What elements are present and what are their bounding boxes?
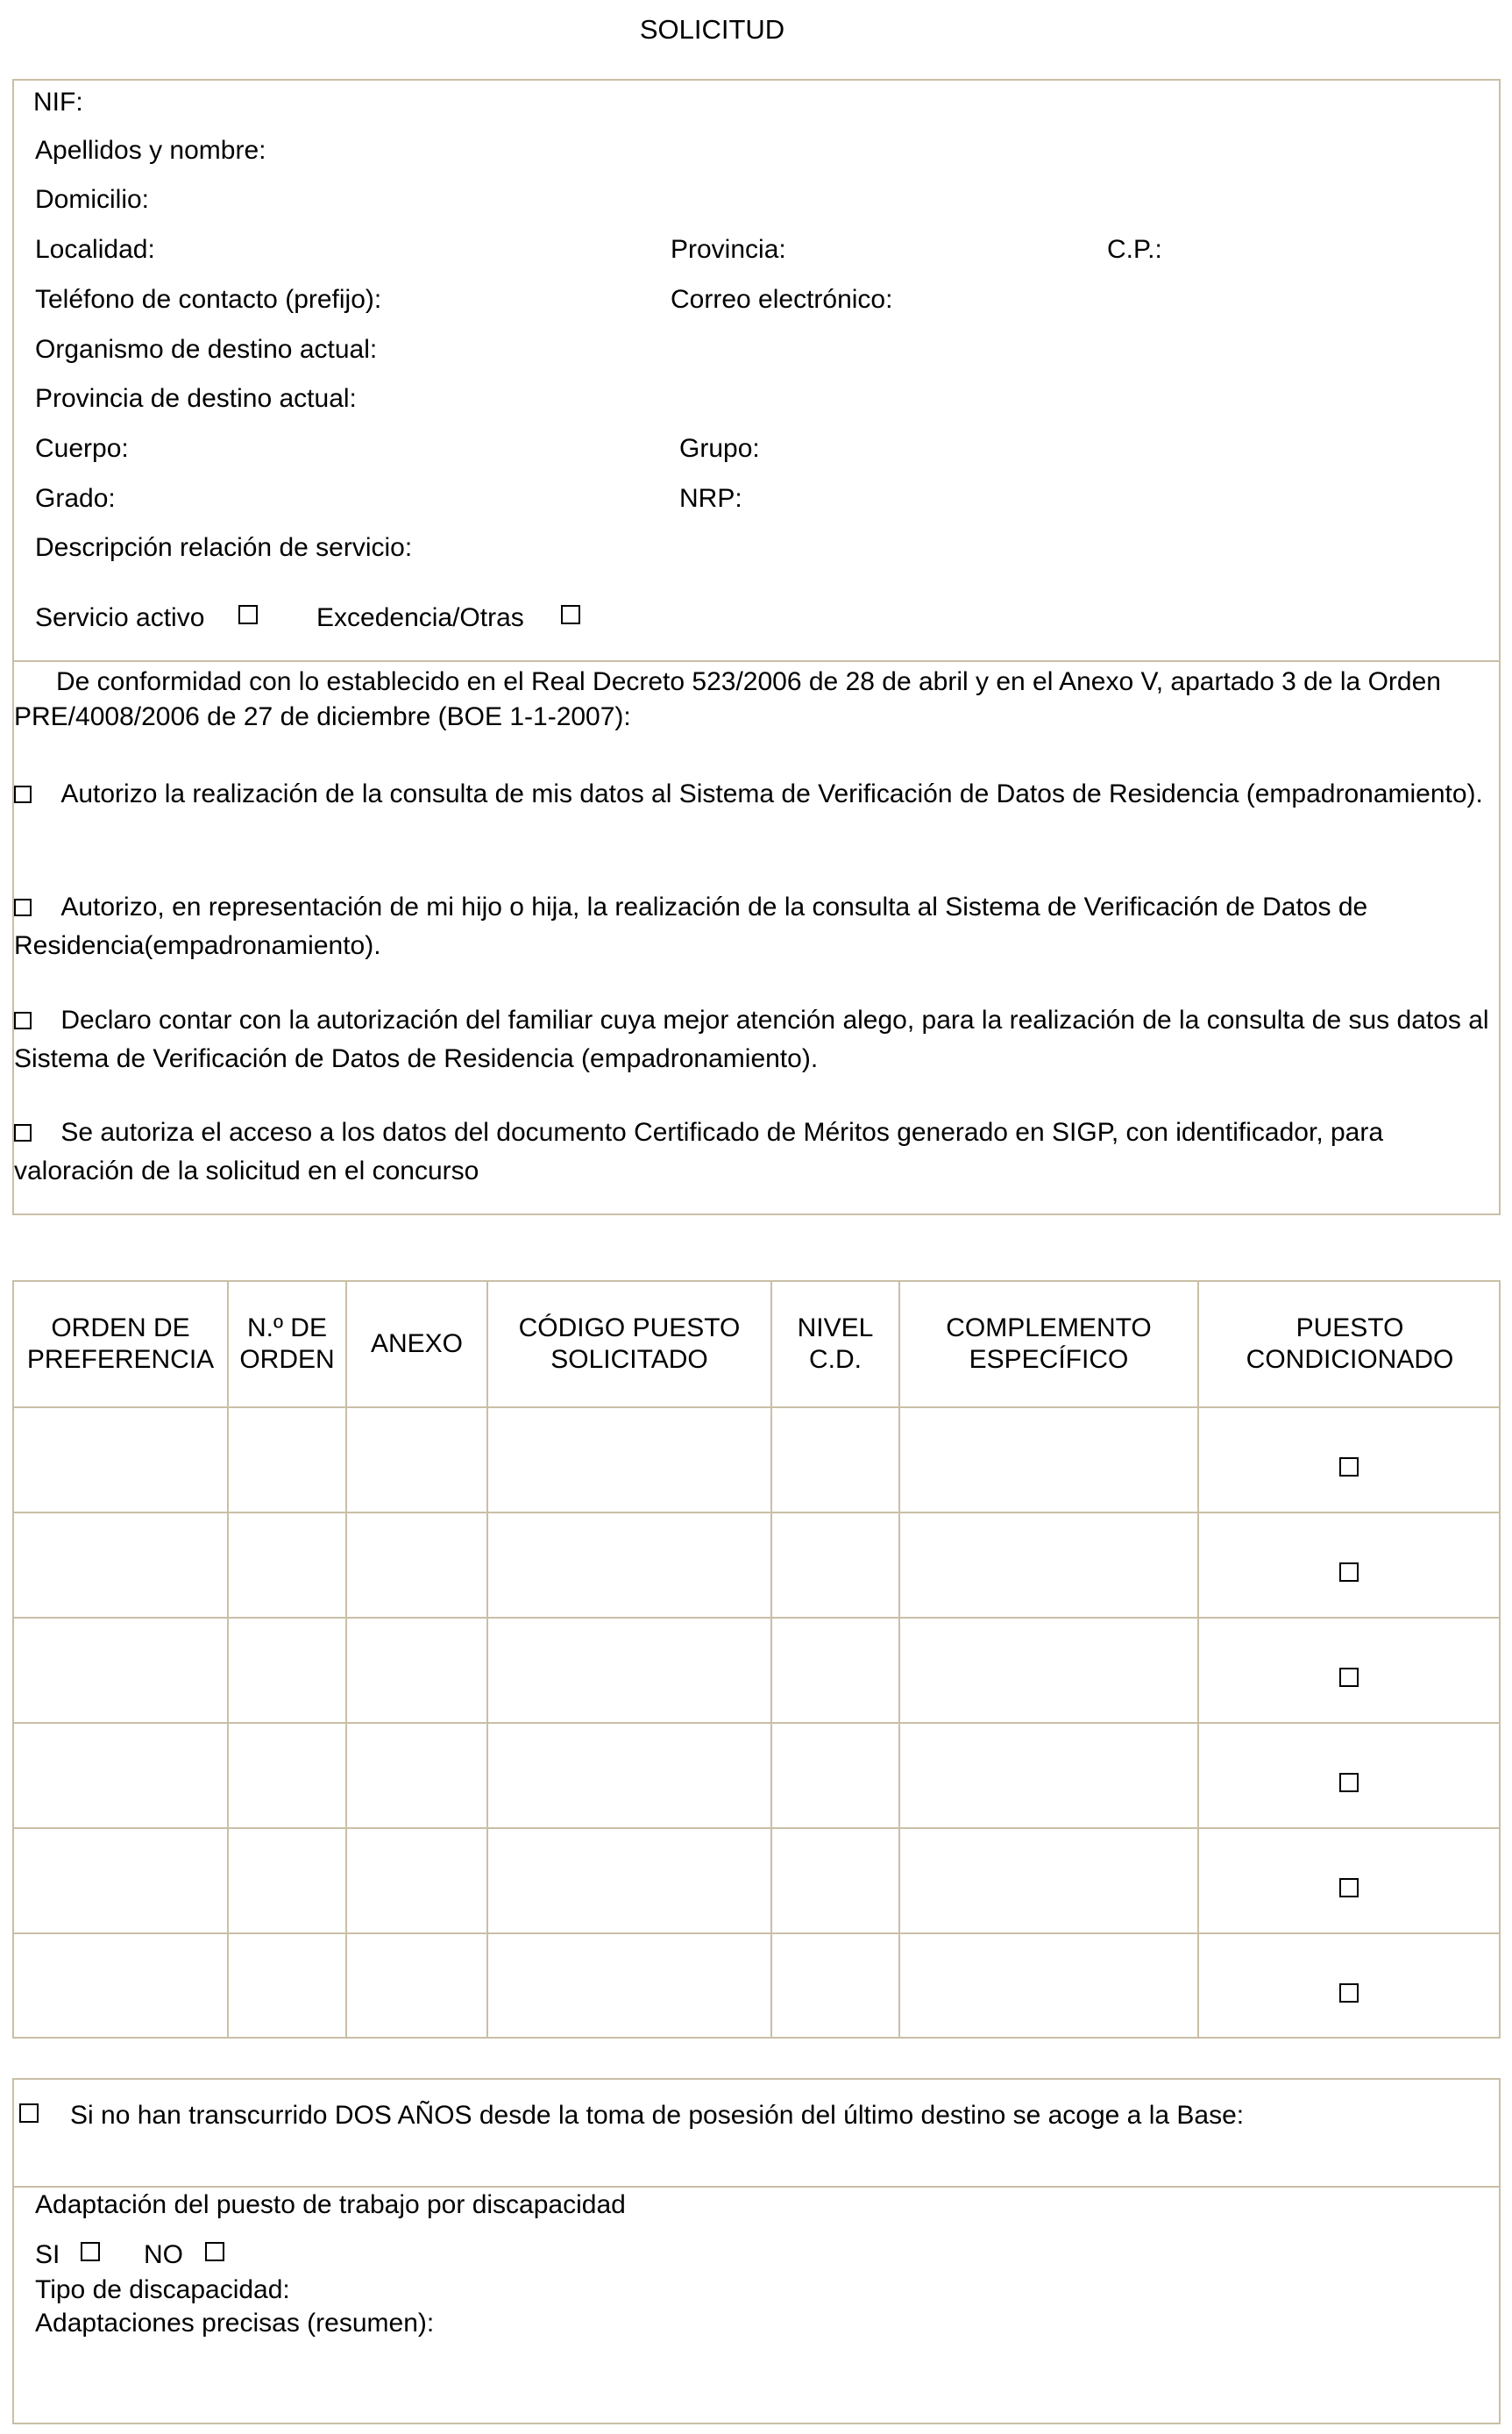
header-orden-preferencia: ORDEN DE PREFERENCIA: [26, 1313, 215, 1374]
puesto-condicionado-checkbox[interactable]: [1339, 1668, 1359, 1687]
puesto-condicionado-checkbox[interactable]: [1339, 1457, 1359, 1477]
grupo-label: Grupo:: [679, 434, 760, 463]
cuerpo-label: Cuerpo:: [35, 434, 129, 463]
excedencia-label: Excedencia/Otras: [316, 603, 524, 632]
telefono-label: Teléfono de contacto (prefijo):: [35, 285, 382, 314]
localidad-label: Localidad:: [35, 235, 155, 264]
consent-checkbox-3[interactable]: [14, 1012, 32, 1029]
no-checkbox[interactable]: [205, 2242, 224, 2261]
dos-anos-checkbox[interactable]: [19, 2103, 39, 2123]
tipo-discapacidad-label: Tipo de discapacidad:: [35, 2275, 290, 2304]
cp-label: C.P.:: [1107, 235, 1162, 264]
consent-checkbox-4[interactable]: [14, 1124, 32, 1142]
page-title: SOLICITUD: [639, 14, 785, 45]
adaptacion-label: Adaptación del puesto de trabajo por discapacidad: [35, 2190, 626, 2219]
puesto-condicionado-checkbox[interactable]: [1339, 1773, 1359, 1792]
dos-anos-label: Si no han transcurrido DOS AÑOS desde la toma de posesión del último destino se acoge a la Base:: [70, 2101, 1245, 2130]
si-label: SI: [35, 2240, 60, 2269]
header-anexo: ANEXO: [370, 1329, 464, 1358]
grado-label: Grado:: [35, 484, 116, 513]
consent-item-4: Se autoriza el acceso a los datos del documento Certificado de Méritos generado en SIGP, con identificador, para valoración de la solicitud en el concurso: [14, 1118, 1384, 1185]
puesto-condicionado-checkbox[interactable]: [1339, 1878, 1359, 1897]
servicio-activo-label: Servicio activo: [35, 603, 205, 632]
header-complemento: COMPLEMENTO ESPECÍFICO: [946, 1313, 1152, 1374]
excedencia-checkbox[interactable]: [561, 605, 580, 624]
header-codigo-puesto: CÓDIGO PUESTO SOLICITADO: [518, 1313, 741, 1374]
puesto-condicionado-checkbox[interactable]: [1339, 1983, 1359, 2003]
nrp-label: NRP:: [679, 484, 742, 513]
consent-intro: De conformidad con lo establecido en el Real Decreto 523/2006 de 28 de abril y en el Anexo V, apartado 3 de la Orden PRE/4008/2006 de 27 de diciembre (BOE 1-1-2007):: [14, 667, 1441, 731]
header-puesto-condicionado: PUESTO CONDICIONADO: [1246, 1313, 1454, 1374]
correo-label: Correo electrónico:: [671, 285, 893, 314]
consent-checkbox-1[interactable]: [14, 786, 32, 803]
provincia-label: Provincia:: [671, 235, 786, 264]
consent-item-3: Declaro contar con la autorización del familiar cuya mejor atención alego, para la realización de la consulta de sus datos al Sistema de Verificación de Datos de Residencia (empadronamiento).: [14, 1006, 1489, 1073]
domicilio-label: Domicilio:: [35, 185, 150, 214]
consent-item-2: Autorizo, en representación de mi hijo o hija, la realización de la consulta al Sistema de Verificación de Datos de Residencia(empadronamiento).: [14, 893, 1368, 960]
adaptaciones-label: Adaptaciones precisas (resumen):: [35, 2309, 435, 2338]
descripcion-label: Descripción relación de servicio:: [35, 533, 413, 562]
nif-label: NIF:: [33, 88, 83, 117]
puesto-condicionado-checkbox[interactable]: [1339, 1562, 1359, 1582]
footer-section: [12, 2078, 1501, 2424]
servicio-activo-checkbox[interactable]: [238, 605, 258, 624]
no-label: NO: [144, 2240, 183, 2269]
apellidos-label: Apellidos y nombre:: [35, 136, 266, 165]
consent-checkbox-2[interactable]: [14, 899, 32, 916]
personal-data-section: [12, 79, 1501, 662]
consent-item-1: Autorizo la realización de la consulta de mis datos al Sistema de Verificación de Datos de Residencia (empadronamiento).: [14, 775, 1495, 814]
si-checkbox[interactable]: [81, 2242, 100, 2261]
provincia-destino-label: Provincia de destino actual:: [35, 384, 357, 413]
header-nivel-cd: NIVEL C.D.: [797, 1313, 874, 1374]
organismo-label: Organismo de destino actual:: [35, 335, 378, 364]
header-numero-orden: N.º DE ORDEN: [239, 1313, 335, 1374]
